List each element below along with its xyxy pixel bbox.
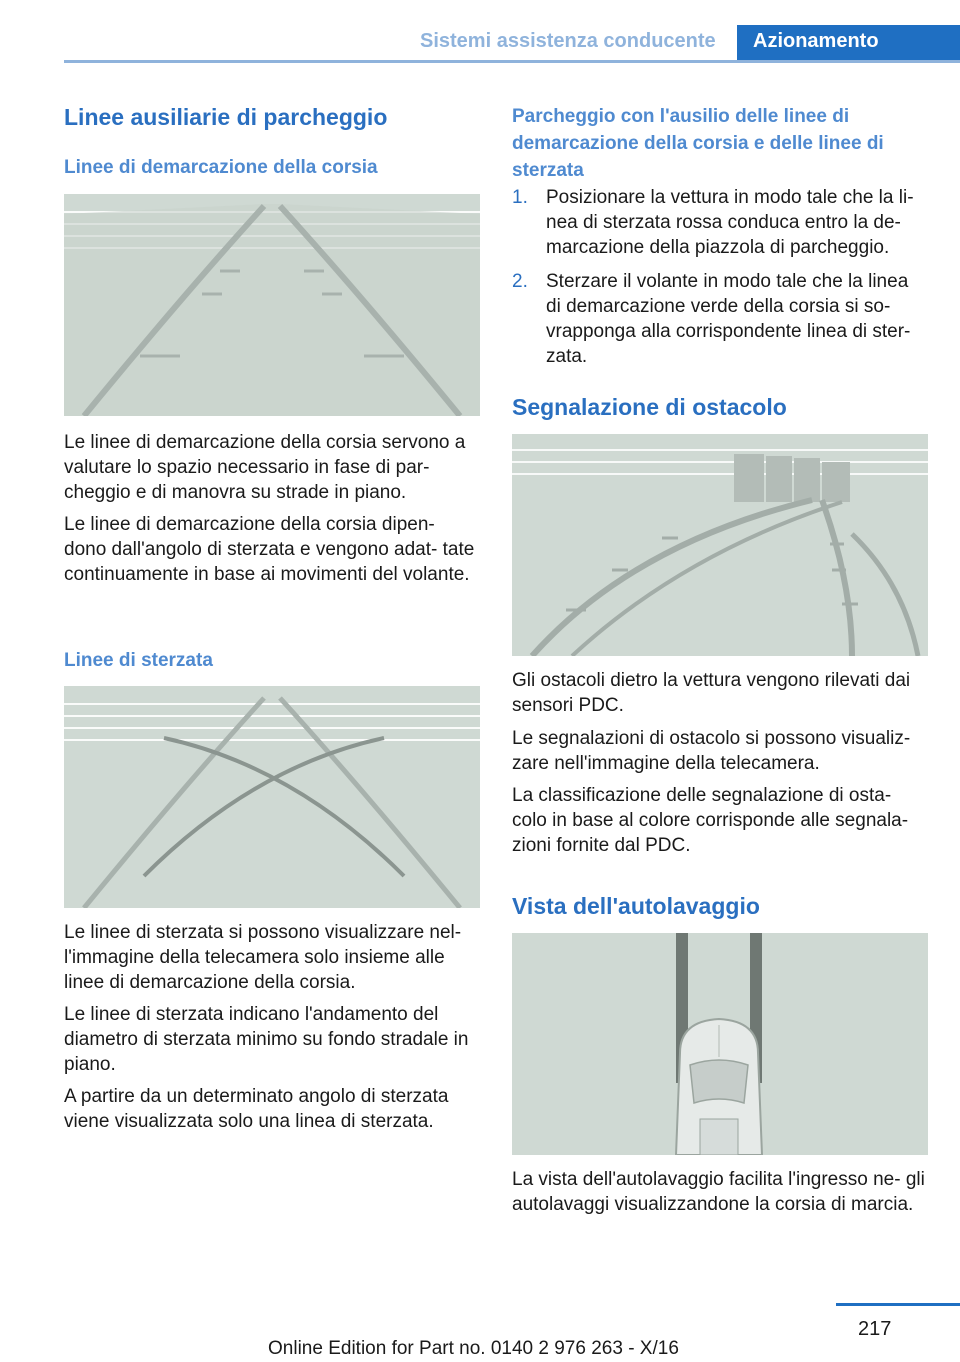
car-wash-paragraph: La vista dell'autolavaggio facilita l'ingresso ne‐ gli autolavaggi visualizzandone la corsia di marcia.: [512, 1169, 925, 1215]
page-title: Linee ausiliarie di parcheggio: [64, 104, 388, 130]
steering-lines-paragraph-1: Le linee di sterzata si possono visualizzare nel‐ l'immagine della telecamera solo insieme alle linee di demarcazione della corsia.: [64, 922, 462, 993]
section-title-car-wash: Vista dell'autolavaggio: [512, 893, 760, 919]
header-divider: [64, 60, 960, 63]
page-number: 217: [858, 1318, 892, 1340]
section-heading-steering-lines: Linee di sterzata: [64, 650, 213, 671]
obstacle-warning-image: [512, 434, 928, 656]
car-wash-view-image: [512, 933, 928, 1155]
footer-edition: Online Edition for Part no. 0140 2 976 263 - X/16: [268, 1338, 679, 1359]
list-item: [512, 185, 928, 260]
section-title-obstacle: Segnalazione di ostacolo: [512, 394, 787, 420]
step-text: Sterzare il volante in modo tale che la linea di demarcazione verde della corsia si so‐ vrapponga alla corrispondente linea di ster‐ zata.: [546, 271, 911, 367]
lane-lines-image: [64, 194, 480, 416]
obstacle-paragraph-1: Gli ostacoli dietro la vettura vengono rilevati dai sensori PDC.: [512, 670, 911, 716]
lane-lines-paragraph-2: Le linee di demarcazione della corsia dipen‐ dono dall'angolo di sterzata e vengono adat‐ tate continuamente in base ai movimenti del volante.: [64, 514, 475, 585]
footer-accent-rule: [836, 1303, 960, 1306]
section-heading-parking-with-lines: Parcheggio con l'ausilio delle linee di demarcazione della corsia e delle linee di sterzata: [512, 106, 884, 181]
steering-lines-paragraph-3: A partire da un determinato angolo di sterzata viene visualizzata solo una linea di sterzata.: [64, 1086, 449, 1132]
header-section-title: Sistemi assistenza conducente: [420, 30, 716, 52]
list-item: [512, 269, 928, 369]
step-text: Posizionare la vettura in modo tale che la li‐ nea di sterzata rossa conduca entro la de‐ marcazione della piazzola di parcheggio.: [546, 187, 914, 258]
steering-lines-image: [64, 686, 480, 908]
steering-lines-paragraph-2: Le linee di sterzata indicano l'andamento del diametro di sterzata minimo su fondo stradale in piano.: [64, 1004, 469, 1075]
obstacle-paragraph-2: Le segnalazioni di ostacolo si possono visualiz‐ zare nell'immagine della telecamera.: [512, 728, 911, 774]
parking-steps-list: [512, 185, 928, 378]
lane-lines-paragraph-1: Le linee di demarcazione della corsia servono a valutare lo spazio necessario in fase di par‐ cheggio e di manovra su strade in piano.: [64, 432, 466, 503]
step-number: 1.: [512, 187, 528, 208]
header-chapter-tab: Azionamento: [737, 25, 960, 62]
section-heading-lane-lines: Linee di demarcazione della corsia: [64, 157, 378, 178]
step-number: 2.: [512, 271, 528, 292]
obstacle-paragraph-3: La classificazione delle segnalazione di osta‐ colo in base al colore corrisponde alle segnala‐ zioni fornite dal PDC.: [512, 785, 909, 856]
